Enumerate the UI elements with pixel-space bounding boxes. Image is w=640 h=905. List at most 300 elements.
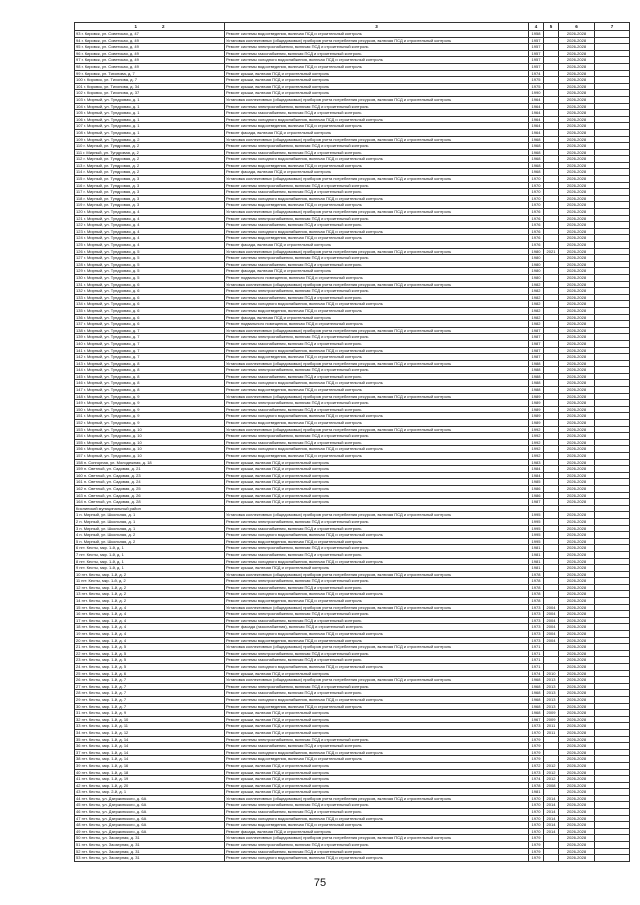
address-cell bbox=[75, 822, 225, 829]
address-cell bbox=[75, 162, 225, 169]
address-cell bbox=[75, 729, 225, 736]
address-text: г. Мирный, ул. Тундровая, д. 6 bbox=[83, 288, 140, 294]
work-type-cell: Ремонт системы холодного водоснабжения, включая ПСД и строительный контроль bbox=[225, 301, 529, 308]
table-row bbox=[75, 347, 630, 354]
reconstruction-year-cell bbox=[544, 598, 559, 605]
empty-cell bbox=[595, 307, 630, 314]
empty-cell bbox=[595, 736, 630, 743]
empty-cell bbox=[595, 492, 630, 499]
work-type-cell: Ремонт подвального помещения, включая ПСД и строительный контроль bbox=[225, 274, 529, 281]
row-number: 161 bbox=[76, 479, 83, 485]
address-text: пгт. Кесты, мкр. 1-й, д. 16 bbox=[81, 762, 129, 768]
address-text: пгт. Кесты, мкр. 1-й, д. 5 bbox=[81, 644, 127, 650]
address-cell bbox=[75, 795, 225, 802]
address-cell bbox=[75, 617, 225, 624]
planned-period-cell: 2026-2028 bbox=[559, 347, 595, 354]
table-row bbox=[75, 650, 630, 657]
row-number: 26 bbox=[76, 677, 81, 683]
empty-cell bbox=[225, 505, 529, 512]
reconstruction-year-cell bbox=[544, 749, 559, 756]
table-row bbox=[75, 367, 630, 374]
empty-cell bbox=[595, 222, 630, 229]
work-type-cell: Ремонт крыши, включая ПСД и строительный контроль bbox=[225, 789, 529, 796]
empty-cell bbox=[595, 842, 630, 849]
address-text: п. Светлый, ул. Садовая, д. 25 bbox=[83, 485, 141, 491]
table-row bbox=[75, 492, 630, 499]
table-row bbox=[75, 565, 630, 572]
planned-period-cell: 2026-2028 bbox=[559, 129, 595, 136]
empty-cell bbox=[595, 373, 630, 380]
build-year-cell: 1987 bbox=[529, 347, 544, 354]
address-text: пгт. Кесты, мкр. 1-й, д. 18 bbox=[81, 769, 129, 775]
work-type-cell: Ремонт системы электроснабжения, включая ПСД и строительный контроль bbox=[225, 103, 529, 110]
table-row bbox=[75, 314, 630, 321]
table-row bbox=[75, 189, 630, 196]
row-number: 20 bbox=[76, 637, 81, 643]
build-year-cell: 1976 bbox=[529, 235, 544, 242]
empty-cell bbox=[595, 485, 630, 492]
row-number: 117 bbox=[76, 189, 83, 195]
table-row bbox=[75, 571, 630, 578]
reconstruction-year-cell bbox=[544, 202, 559, 209]
reconstruction-year-cell bbox=[544, 472, 559, 479]
build-year-cell: 1992 bbox=[529, 453, 544, 460]
empty-cell bbox=[595, 57, 630, 64]
row-number: 109 bbox=[76, 136, 83, 142]
empty-cell bbox=[595, 136, 630, 143]
work-type-cell: Ремонт системы водоотведения, включая ПСД и строительный контроль bbox=[225, 31, 529, 38]
work-type-cell: Ремонт системы газоснабжения, включая ПСД и строительный контроль bbox=[225, 110, 529, 117]
build-year-cell: 1970 bbox=[529, 176, 544, 183]
empty-cell bbox=[595, 235, 630, 242]
table-row bbox=[75, 545, 630, 552]
empty-cell bbox=[595, 110, 630, 117]
work-type-cell: Ремонт крыши, включая ПСД и строительный контроль bbox=[225, 729, 529, 736]
work-type-cell: Ремонт системы водоотведения, включая ПСД и строительный контроль bbox=[225, 598, 529, 605]
address-text: пгт. Кесты, ул. Дзержинского, д. 6А bbox=[81, 828, 147, 834]
address-cell bbox=[75, 756, 225, 763]
build-year-cell: 1968 bbox=[529, 162, 544, 169]
address-cell bbox=[75, 855, 225, 862]
work-type-cell: Ремонт крыши, включая ПСД и строительный контроль bbox=[225, 485, 529, 492]
address-cell bbox=[75, 301, 225, 308]
planned-period-cell: 2026-2028 bbox=[559, 274, 595, 281]
reconstruction-year-cell: 2013 bbox=[544, 696, 559, 703]
table-row bbox=[75, 499, 630, 506]
table-row bbox=[75, 57, 630, 64]
planned-period-cell: 2026-2028 bbox=[559, 44, 595, 51]
planned-period-cell: 2026-2028 bbox=[559, 690, 595, 697]
work-type-cell: Установка коллективных (общедомовых) приборов учета потребления ресурсов, включая ПСД и строительный контроль bbox=[225, 327, 529, 334]
table-row bbox=[75, 261, 630, 268]
row-number: 37 bbox=[76, 749, 81, 755]
row-number: 156 bbox=[76, 446, 83, 452]
address-cell bbox=[75, 340, 225, 347]
reconstruction-year-cell bbox=[544, 63, 559, 70]
table-row bbox=[75, 83, 630, 90]
empty-cell bbox=[595, 505, 630, 512]
table-row bbox=[75, 248, 630, 255]
empty-cell bbox=[595, 650, 630, 657]
planned-period-cell: 2026-2028 bbox=[559, 209, 595, 216]
reconstruction-year-cell: 2013 bbox=[544, 677, 559, 684]
build-year-cell: 1970 bbox=[529, 815, 544, 822]
table-row bbox=[75, 446, 630, 453]
table-row bbox=[75, 479, 630, 486]
build-year-cell: 1972 bbox=[529, 762, 544, 769]
table-header-row bbox=[75, 23, 630, 31]
reconstruction-year-cell bbox=[544, 301, 559, 308]
build-year-cell: 1987 bbox=[529, 354, 544, 361]
reconstruction-year-cell bbox=[544, 736, 559, 743]
address-text: пгт. Кесты, мкр. 1-й, д. 19 bbox=[81, 776, 129, 782]
planned-period-cell: 2026-2028 bbox=[559, 815, 595, 822]
planned-period-cell: 2026-2028 bbox=[559, 63, 595, 70]
build-year-cell: 1970 bbox=[529, 809, 544, 816]
reconstruction-year-cell: 2009 bbox=[544, 716, 559, 723]
planned-period-cell: 2026-2028 bbox=[559, 83, 595, 90]
address-text: г. Мирный, ул. Тундровая, д. 10 bbox=[83, 439, 142, 445]
reconstruction-year-cell bbox=[544, 571, 559, 578]
planned-period-cell: 2026-2028 bbox=[559, 769, 595, 776]
row-number: 19 bbox=[76, 631, 81, 637]
reconstruction-year-cell bbox=[544, 518, 559, 525]
address-text: г. Мирный, ул. Тундровая, д. 4 bbox=[83, 228, 140, 234]
table-row bbox=[75, 749, 630, 756]
address-cell bbox=[75, 360, 225, 367]
address-text: г. Мирный, ул. Тундровая, д. 5 bbox=[83, 248, 140, 254]
address-cell bbox=[75, 149, 225, 156]
work-type-cell: Ремонт системы газоснабжения, включая ПСД и строительный контроль bbox=[225, 189, 529, 196]
planned-period-cell: 2026-2028 bbox=[559, 479, 595, 486]
planned-period-cell: 2026-2028 bbox=[559, 327, 595, 334]
table-row bbox=[75, 413, 630, 420]
work-type-cell: Ремонт системы газоснабжения, включая ПСД и строительный контроль bbox=[225, 406, 529, 413]
work-type-cell: Ремонт системы водоотведения, включая ПСД и строительный контроль bbox=[225, 162, 529, 169]
reconstruction-year-cell bbox=[544, 149, 559, 156]
build-year-cell: 1992 bbox=[529, 433, 544, 440]
reconstruction-year-cell bbox=[544, 842, 559, 849]
row-number: 118 bbox=[76, 195, 83, 201]
empty-cell bbox=[595, 354, 630, 361]
empty-cell bbox=[595, 677, 630, 684]
address-cell bbox=[75, 802, 225, 809]
empty-cell bbox=[595, 538, 630, 545]
empty-cell bbox=[595, 822, 630, 829]
build-year-cell: 1970 bbox=[529, 795, 544, 802]
address-text: г. Мирный, ул. Тундровая, д. 5 bbox=[83, 274, 140, 280]
reconstruction-year-cell bbox=[544, 354, 559, 361]
empty-cell bbox=[595, 532, 630, 539]
reconstruction-year-cell: 2011 bbox=[544, 723, 559, 730]
work-type-cell: Установка коллективных (общедомовых) приборов учета потребления ресурсов, включая ПСД и строительный контроль bbox=[225, 37, 529, 44]
work-type-cell: Ремонт системы газоснабжения, включая ПСД и строительный контроль bbox=[225, 294, 529, 301]
build-year-cell: 1982 bbox=[529, 321, 544, 328]
empty-cell bbox=[595, 242, 630, 249]
address-cell bbox=[75, 696, 225, 703]
row-number: 140 bbox=[76, 340, 83, 346]
planned-period-cell: 2026-2028 bbox=[559, 136, 595, 143]
empty-cell bbox=[595, 591, 630, 598]
address-text: г. Кировск, ул. Тихонова, д. 34 bbox=[83, 83, 140, 89]
empty-cell bbox=[595, 545, 630, 552]
reconstruction-year-cell: 2010 bbox=[544, 670, 559, 677]
planned-period-cell: 2026-2028 bbox=[559, 103, 595, 110]
col-header-7: 7 bbox=[595, 23, 630, 31]
table-row bbox=[75, 472, 630, 479]
address-cell bbox=[75, 604, 225, 611]
build-year-cell: 1964 bbox=[529, 129, 544, 136]
address-cell bbox=[75, 611, 225, 618]
reconstruction-year-cell bbox=[544, 591, 559, 598]
address-text: пгт. Кесты, ул. Заозерная, д. 31 bbox=[81, 835, 140, 841]
planned-period-cell: 2026-2028 bbox=[559, 670, 595, 677]
empty-cell bbox=[595, 37, 630, 44]
work-type-cell: Ремонт системы холодного водоснабжения, включая ПСД и строительный контроль bbox=[225, 413, 529, 420]
address-text: пгт. Кесты, мкр. 1-й, д. 2 bbox=[81, 578, 126, 584]
work-type-cell: Ремонт системы электроснабжения, включая ПСД и строительный контроль bbox=[225, 44, 529, 51]
address-text: г. Мирный, ул. Тундровая, д. 3 bbox=[83, 176, 140, 182]
table-row bbox=[75, 710, 630, 717]
empty-cell bbox=[595, 77, 630, 84]
reconstruction-year-cell bbox=[544, 578, 559, 585]
empty-cell bbox=[595, 499, 630, 506]
planned-period-cell: 2026-2028 bbox=[559, 281, 595, 288]
reconstruction-year-cell bbox=[544, 83, 559, 90]
table-row bbox=[75, 532, 630, 539]
address-text: пгт. Кесты, мкр. 1-й, д. 5 bbox=[81, 650, 127, 656]
row-number: 101 bbox=[76, 83, 83, 89]
build-year-cell: 1988 bbox=[529, 387, 544, 394]
address-cell bbox=[75, 129, 225, 136]
address-cell bbox=[75, 176, 225, 183]
work-type-cell: Ремонт системы газоснабжения, включая ПСД и строительный контроль bbox=[225, 222, 529, 229]
empty-cell bbox=[595, 228, 630, 235]
address-cell bbox=[75, 591, 225, 598]
reconstruction-year-cell: 2012 bbox=[544, 776, 559, 783]
address-text: п. Светлый, ул. Садовая, д. 23 bbox=[83, 472, 141, 478]
empty-cell bbox=[595, 255, 630, 262]
reconstruction-year-cell bbox=[544, 789, 559, 796]
table-row bbox=[75, 307, 630, 314]
row-number: 30 bbox=[76, 703, 81, 709]
empty-cell bbox=[595, 795, 630, 802]
planned-period-cell: 2026-2028 bbox=[559, 650, 595, 657]
row-number: 137 bbox=[76, 321, 83, 327]
empty-cell bbox=[595, 631, 630, 638]
row-number: 21 bbox=[76, 644, 81, 650]
planned-period-cell: 2026-2028 bbox=[559, 584, 595, 591]
reconstruction-year-cell bbox=[544, 367, 559, 374]
planned-period-cell: 2026-2028 bbox=[559, 77, 595, 84]
address-text: г. Мирный, ул. Тундровая, д. 5 bbox=[83, 268, 140, 274]
planned-period-cell: 2026-2028 bbox=[559, 802, 595, 809]
planned-period-cell: 2026-2028 bbox=[559, 611, 595, 618]
reconstruction-year-cell bbox=[544, 314, 559, 321]
address-text: г. Мирный, ул. Тундровая, д. 2 bbox=[83, 143, 140, 149]
row-number: 15 bbox=[76, 604, 81, 610]
row-number: 111 bbox=[76, 149, 83, 155]
address-cell bbox=[75, 307, 225, 314]
table-row bbox=[75, 466, 630, 473]
planned-period-cell: 2026-2028 bbox=[559, 354, 595, 361]
row-number: 119 bbox=[76, 202, 83, 208]
empty-cell bbox=[595, 479, 630, 486]
address-cell bbox=[75, 664, 225, 671]
planned-period-cell: 2026-2028 bbox=[559, 228, 595, 235]
empty-cell bbox=[595, 327, 630, 334]
reconstruction-year-cell bbox=[544, 268, 559, 275]
reconstruction-year-cell bbox=[544, 565, 559, 572]
planned-period-cell: 2026-2028 bbox=[559, 176, 595, 183]
planned-period-cell: 2026-2028 bbox=[559, 261, 595, 268]
row-number: 113 bbox=[76, 162, 83, 168]
work-type-cell: Ремонт системы газоснабжения, включая ПСД и строительный контроль bbox=[225, 439, 529, 446]
reconstruction-year-cell bbox=[544, 176, 559, 183]
address-cell bbox=[75, 373, 225, 380]
row-number: 13 bbox=[76, 591, 81, 597]
address-text: пгт. Кесты, ул. Дзержинского, д. 6А bbox=[81, 802, 147, 808]
work-type-cell: Ремонт системы холодного водоснабжения, включая ПСД и строительный контроль bbox=[225, 532, 529, 539]
address-cell bbox=[75, 288, 225, 295]
row-number: 97 bbox=[76, 57, 81, 63]
row-number: 160 bbox=[76, 472, 83, 478]
reconstruction-year-cell bbox=[544, 294, 559, 301]
reconstruction-year-cell bbox=[544, 492, 559, 499]
empty-cell bbox=[595, 453, 630, 460]
empty-cell bbox=[595, 70, 630, 77]
address-cell bbox=[75, 195, 225, 202]
repair-plan-table bbox=[74, 22, 630, 862]
planned-period-cell: 2026-2028 bbox=[559, 268, 595, 275]
build-year-cell: 1968 bbox=[529, 136, 544, 143]
planned-period-cell: 2026-2028 bbox=[559, 578, 595, 585]
work-type-cell: Ремонт системы холодного водоснабжения, включая ПСД и строительный контроль bbox=[225, 347, 529, 354]
empty-cell bbox=[595, 215, 630, 222]
row-number: 18 bbox=[76, 624, 81, 630]
address-text: г. Мирный, ул. Тундровая, д. 4 bbox=[83, 209, 140, 215]
planned-period-cell: 2026-2028 bbox=[559, 439, 595, 446]
table-row bbox=[75, 723, 630, 730]
table-row bbox=[75, 169, 630, 176]
address-cell bbox=[75, 274, 225, 281]
table-row bbox=[75, 795, 630, 802]
work-type-cell: Ремонт системы электроснабжения, включая ПСД и строительный контроль bbox=[225, 611, 529, 618]
build-year-cell: 1978 bbox=[529, 598, 544, 605]
planned-period-cell: 2026-2028 bbox=[559, 637, 595, 644]
planned-period-cell: 2026-2028 bbox=[559, 598, 595, 605]
build-year-cell: 1982 bbox=[529, 307, 544, 314]
work-type-cell: Ремонт крыши, включая ПСД и строительный контроль bbox=[225, 776, 529, 783]
table-row bbox=[75, 617, 630, 624]
empty-cell bbox=[529, 505, 544, 512]
table-row bbox=[75, 123, 630, 130]
row-number: 29 bbox=[76, 696, 81, 702]
work-type-cell: Ремонт системы газоснабжения, включая ПСД и строительный контроль bbox=[225, 690, 529, 697]
row-number: 138 bbox=[76, 327, 83, 333]
reconstruction-year-cell bbox=[544, 129, 559, 136]
row-number: 126 bbox=[76, 248, 83, 254]
address-cell bbox=[75, 769, 225, 776]
work-type-cell: Ремонт системы электроснабжения, включая ПСД и строительный контроль bbox=[225, 255, 529, 262]
planned-period-cell: 2026-2028 bbox=[559, 743, 595, 750]
table-row bbox=[75, 288, 630, 295]
reconstruction-year-cell bbox=[544, 380, 559, 387]
work-type-cell: Ремонт фасада, включая ПСД и строительный контроль bbox=[225, 314, 529, 321]
planned-period-cell: 2026-2028 bbox=[559, 189, 595, 196]
build-year-cell: 1974 bbox=[529, 776, 544, 783]
table-row bbox=[75, 459, 630, 466]
reconstruction-year-cell: 2004 bbox=[544, 611, 559, 618]
table-row bbox=[75, 50, 630, 57]
address-text: пгт. Кесты, мкр. 1-й, д. 10 bbox=[81, 716, 129, 722]
address-text: п. Сопгорная, ул. Молодежная, д. 18 bbox=[83, 459, 152, 465]
empty-cell bbox=[595, 103, 630, 110]
address-cell bbox=[75, 44, 225, 51]
address-text: пгт. Кесты, мкр. 1-й, д. 4 bbox=[81, 631, 127, 637]
planned-period-cell: 2026-2028 bbox=[559, 558, 595, 565]
reconstruction-year-cell bbox=[544, 327, 559, 334]
reconstruction-year-cell bbox=[544, 307, 559, 314]
table-row bbox=[75, 828, 630, 835]
work-type-cell: Установка коллективных (общедомовых) приборов учета потребления ресурсов, включая ПСД и строительный контроль bbox=[225, 96, 529, 103]
build-year-cell: 1964 bbox=[529, 110, 544, 117]
planned-period-cell: 2026-2028 bbox=[559, 420, 595, 427]
planned-period-cell: 2026-2028 bbox=[559, 116, 595, 123]
planned-period-cell: 2026-2028 bbox=[559, 459, 595, 466]
table-row bbox=[75, 387, 630, 394]
work-type-cell: Установка коллективных (общедомовых) приборов учета потребления ресурсов, включая ПСД и строительный контроль bbox=[225, 604, 529, 611]
table-row bbox=[75, 644, 630, 651]
address-cell bbox=[75, 815, 225, 822]
address-text: г. Мирный, ул. Тундровая, д. 1 bbox=[83, 116, 140, 122]
address-cell bbox=[75, 789, 225, 796]
build-year-cell: 1980 bbox=[529, 255, 544, 262]
address-cell bbox=[75, 716, 225, 723]
address-cell bbox=[75, 400, 225, 407]
address-cell bbox=[75, 31, 225, 38]
empty-cell bbox=[595, 367, 630, 374]
planned-period-cell: 2026-2028 bbox=[559, 235, 595, 242]
reconstruction-year-cell: 2014 bbox=[544, 815, 559, 822]
row-number: 148 bbox=[76, 393, 83, 399]
row-number: 100 bbox=[76, 77, 83, 83]
table-row bbox=[75, 162, 630, 169]
address-cell bbox=[75, 545, 225, 552]
table-row bbox=[75, 327, 630, 334]
reconstruction-year-cell bbox=[544, 439, 559, 446]
address-text: п. Светлый, ул. Садовая, д. 24 bbox=[83, 479, 141, 485]
table-row bbox=[75, 156, 630, 163]
row-number: 123 bbox=[76, 228, 83, 234]
address-text: пгт. Кесты, мкр. 1-й, д. 7 bbox=[81, 696, 127, 702]
build-year-cell: 1995 bbox=[529, 518, 544, 525]
build-year-cell: 1988 bbox=[529, 360, 544, 367]
work-type-cell: Ремонт системы электроснабжения, включая ПСД и строительный контроль bbox=[225, 545, 529, 552]
planned-period-cell: 2026-2028 bbox=[559, 426, 595, 433]
col-header-6: 6 bbox=[559, 23, 595, 31]
empty-cell bbox=[595, 512, 630, 519]
row-number: 129 bbox=[76, 268, 83, 274]
row-number: 44 bbox=[76, 795, 81, 801]
work-type-cell: Ремонт крыши, включая ПСД и строительный контроль bbox=[225, 83, 529, 90]
build-year-cell: 1968 bbox=[529, 696, 544, 703]
build-year-cell: 1957 bbox=[529, 37, 544, 44]
row-number: 106 bbox=[76, 116, 83, 122]
build-year-cell: 1979 bbox=[529, 756, 544, 763]
row-number: 151 bbox=[76, 413, 83, 419]
build-year-cell: 1981 bbox=[529, 789, 544, 796]
